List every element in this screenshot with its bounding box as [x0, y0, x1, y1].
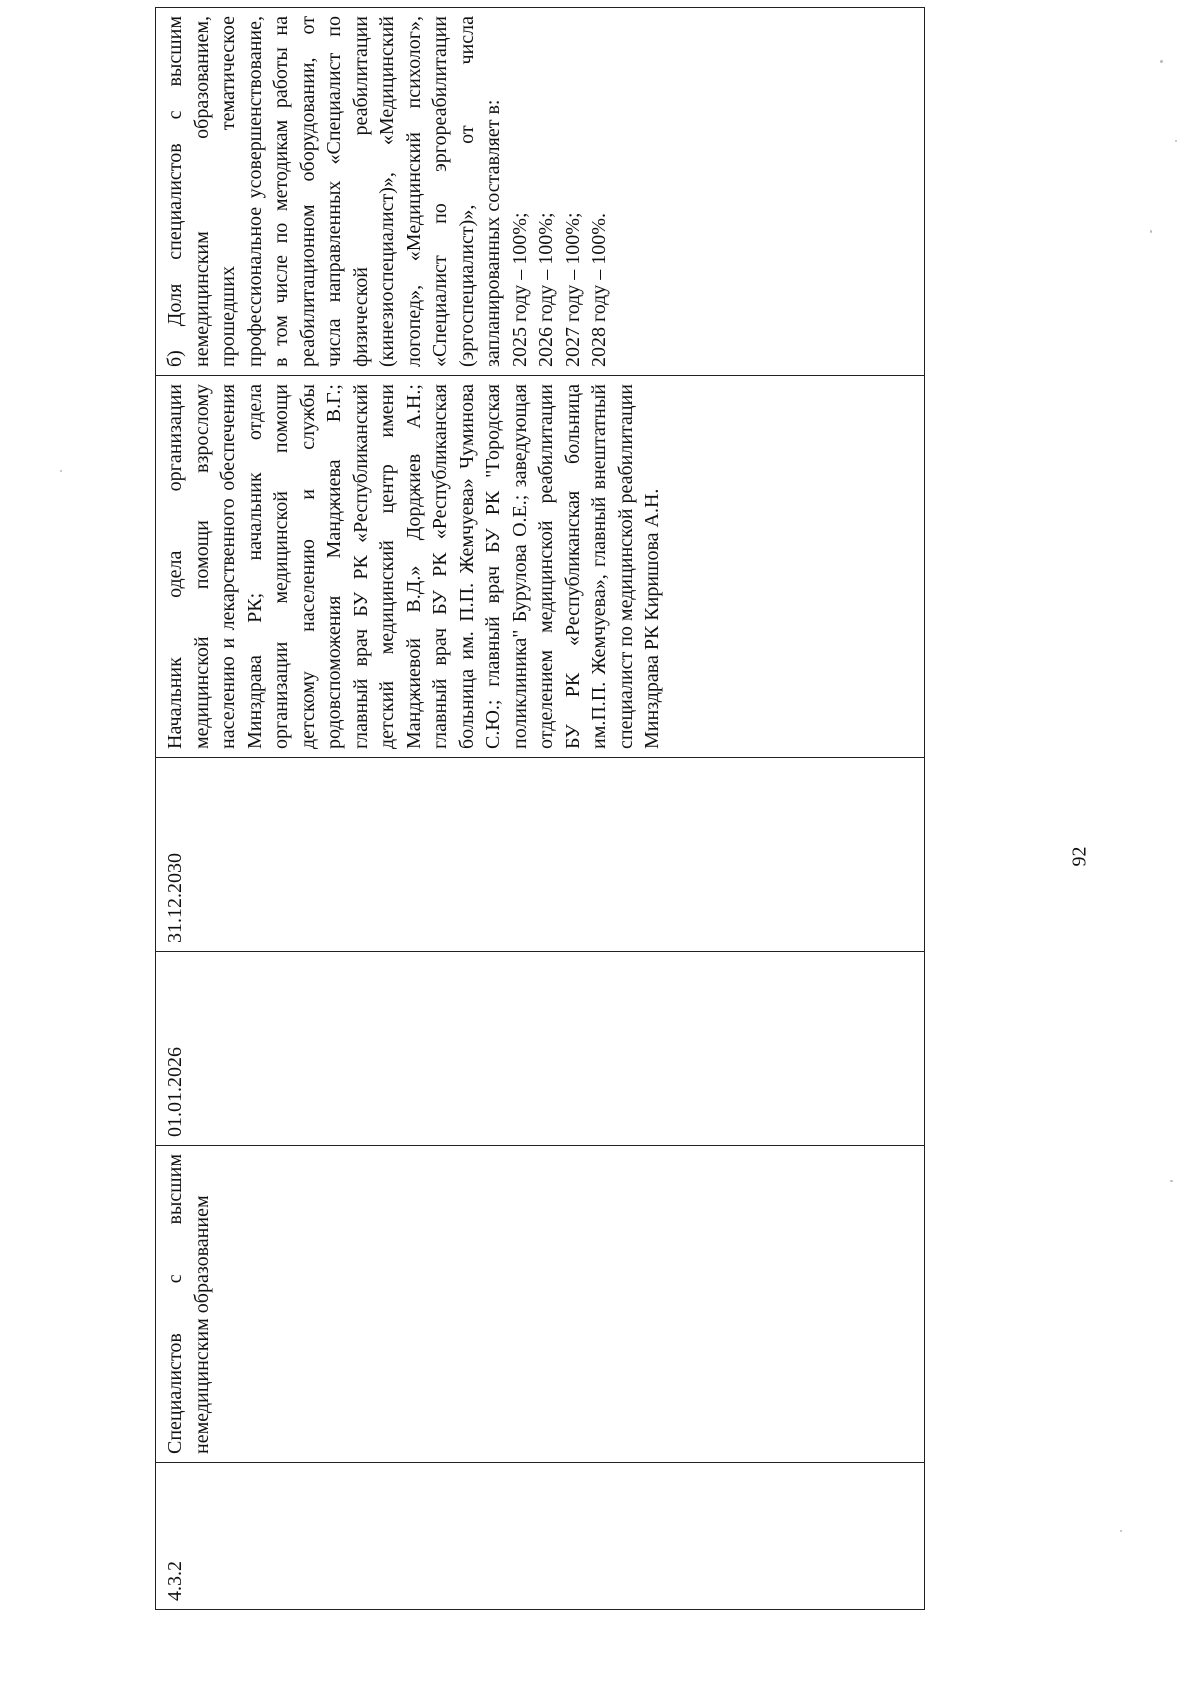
cell-responsible: [156, 376, 925, 758]
table-row: [156, 8, 925, 1610]
scan-speck: [60, 470, 62, 472]
measures-table: [155, 7, 925, 1610]
scan-speck: [1175, 140, 1177, 142]
row-number: 4.3.2: [164, 1561, 186, 1601]
result-text: б) Доля специалистов с высшим немедицинским образованием, прошедших тематическое профессиональное усовершенствование, в том числе по методикам работы на реабилитационном оборудовании, от числа направленных «Специалист по физической реабилитации (кинезиоспециалист)», «Медицинский логопед», «Медицинский психолог», «Специалист по эргореабилитации (эргоспециалист)», от числа запланированных составляет в:: [164, 16, 504, 367]
cell-row-number: [156, 1463, 925, 1610]
cell-start-date: [156, 952, 925, 1146]
result-year-2027: 2027 году – 100%;: [561, 212, 584, 367]
result-year-2025: 2025 году – 100%;: [508, 212, 531, 367]
scan-speck: [1120, 1530, 1122, 1532]
result-year-2026: 2026 году – 100%;: [535, 212, 557, 367]
page-number: 92: [1068, 846, 1091, 867]
responsible-text: Начальник одела организации медицинской помощи взрослому населению и лекарственного обеспечения Минздрава РК; начальник отдела организации медицинской помощи детскому населению и службы родовспоможения Манджиева В.Г.; главный врач БУ РК «Республиканский детский медицинский центр имени Манджиевой В.Д.» Дорджиев А.Н.; главный врач БУ РК «Республиканская больница им. П.П. Жемчуева» Чуминова С.Ю.; главный врач БУ РК "Городская поликлиника" Бурулова О.Е.; заведующая отделением медицинской реабилитации БУ РК «Республиканская больница им.П.П. Жемчуева», главный внештатный специалист по медицинской реабилитации Минздрава РК Киришова А.Н.: [164, 384, 663, 749]
scan-speck: [1150, 230, 1152, 233]
scan-speck: [1160, 60, 1163, 63]
rotated-table-container: [155, 16, 925, 1610]
result-year-2028: 2028 году – 100%.: [588, 213, 610, 367]
cell-end-date: [156, 758, 925, 952]
cell-result: [156, 8, 925, 376]
end-date: 31.12.2030: [164, 853, 186, 943]
scan-speck: [1170, 1180, 1173, 1182]
cell-indicator: [156, 1146, 925, 1463]
indicator-text: Специалистов с высшим немедицинским образованием: [164, 1154, 213, 1454]
start-date: 01.01.2026: [164, 1047, 186, 1137]
